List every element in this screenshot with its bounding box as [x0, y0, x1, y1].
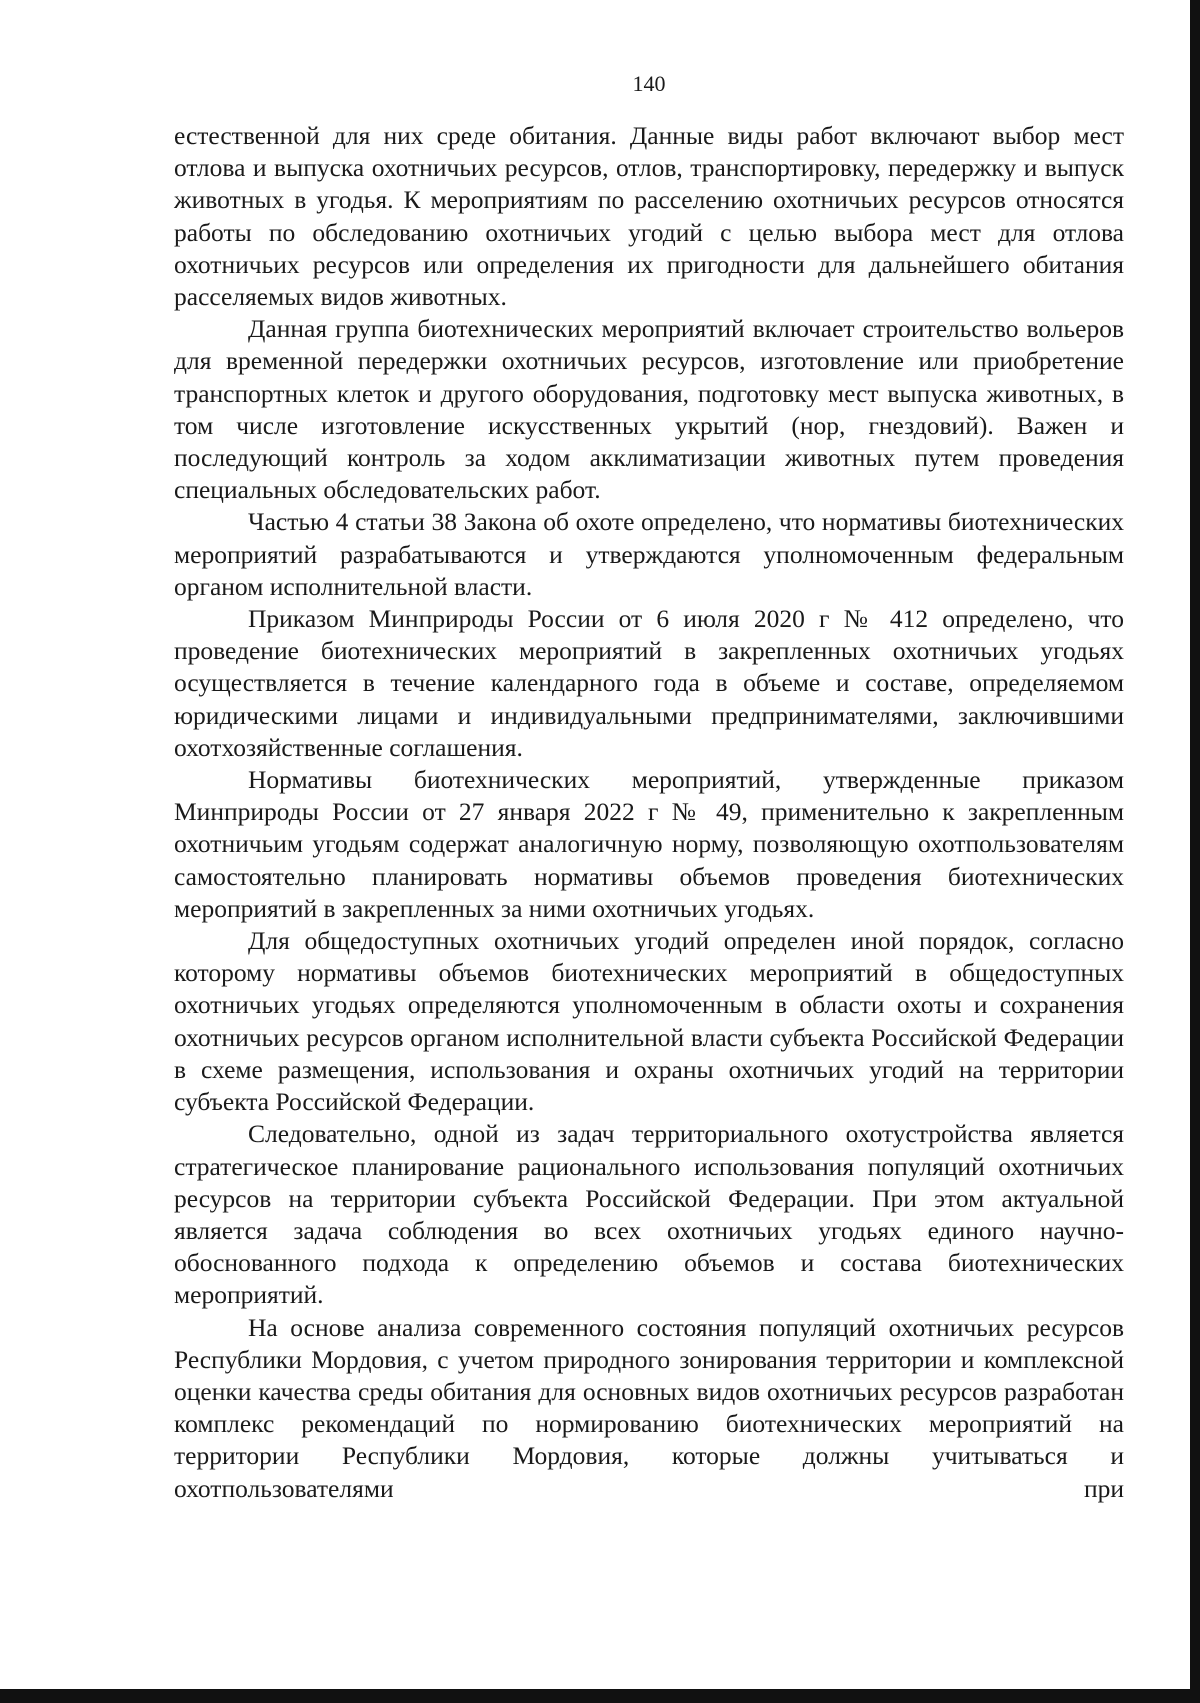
paragraph-order-412: Приказом Минприроды России от 6 июля 2020 г № 412 определено, что проведение биотехнических мероприятий в закрепленных охотничьих угодьях осуществляется в течение календарного года в объеме и составе, определяемом юридическими лицами и индивидуальными предпринимателями, заключившими охотхозяйственные соглашения. [174, 604, 1124, 762]
document-page [174, 68, 1124, 1505]
paragraph-order-49: Нормативы биотехнических мероприятий, утвержденные приказом Минприроды России от 27 января 2022 г № 49, применительно к закрепленным охотничьим угодьям содержат аналогичную норму, позволяющую охотпользователям самостоятельно планировать нормативы объемов проведения биотехнических мероприятий в закрепленных за ними охотничьих угодьях. [174, 765, 1124, 923]
paragraph-public-grounds: Для общедоступных охотничьих угодий определен иной порядок, согласно которому нормативы объемов биотехнических мероприятий в общедоступных охотничьих угодьях определяются уполномоченным в области охоты и сохранения охотничьих ресурсов органом исполнительной власти субъекта Российской Федерации в схеме размещения, использования и охраны охотничьих угодий на территории субъекта Российской Федерации. [174, 926, 1124, 1117]
paragraph-continuation: естественной для них среде обитания. Данные виды работ включают выбор мест отлова и выпуска охотничьих ресурсов, отлов, транспортировку, передержку и выпуск животных в угодья. К мероприятиям по расселению охотничьих ресурсов относятся работы по обследованию охотничьих угодий с целью выбора мест для отлова охотничьих ресурсов или определения их пригодности для дальнейшего обитания расселяемых видов животных. [174, 121, 1124, 312]
paragraph-strategic-planning: Следовательно, одной из задач территориального охотустройства является стратегическое планирование рационального использования популяций охотничьих ресурсов на территории субъекта Российской Федерации. При этом актуальной является задача соблюдения во всех охотничьих угодьях единого научно-обоснованного подхода к определению объемов и состава биотехнических мероприятий. [174, 1119, 1124, 1310]
scan-border-bottom [0, 1689, 1200, 1703]
paragraph-enclosures: Данная группа биотехнических мероприятий включает строительство вольеров для временной передержки охотничьих ресурсов, изготовление или приобретение транспортных клеток и другого оборудования, подготовку мест выпуска животных, в том числе изготовление искусственных укрытий (нор, гнездовий). Важен и последующий контроль за ходом акклиматизации животных путем проведения специальных обследовательских работ. [174, 314, 1124, 505]
body-text [174, 120, 1124, 1505]
page-number: 140 [632, 71, 666, 96]
scan-border-right [1190, 0, 1200, 1703]
paragraph-recommendations: На основе анализа современного состояния популяций охотничьих ресурсов Республики Мордовия, с учетом природного зонирования территории и комплексной оценки качества среды обитания для основных видов охотничьих ресурсов разработан комплекс рекомендаций по нормированию биотехнических мероприятий на территории Республики Мордовия, которые должны учитываться и охотпользователями при [174, 1312, 1124, 1503]
paragraph-law-article: Частью 4 статьи 38 Закона об охоте определено, что нормативы биотехнических мероприятий разрабатываются и утверждаются уполномоченным федеральным органом исполнительной власти. [174, 507, 1124, 601]
